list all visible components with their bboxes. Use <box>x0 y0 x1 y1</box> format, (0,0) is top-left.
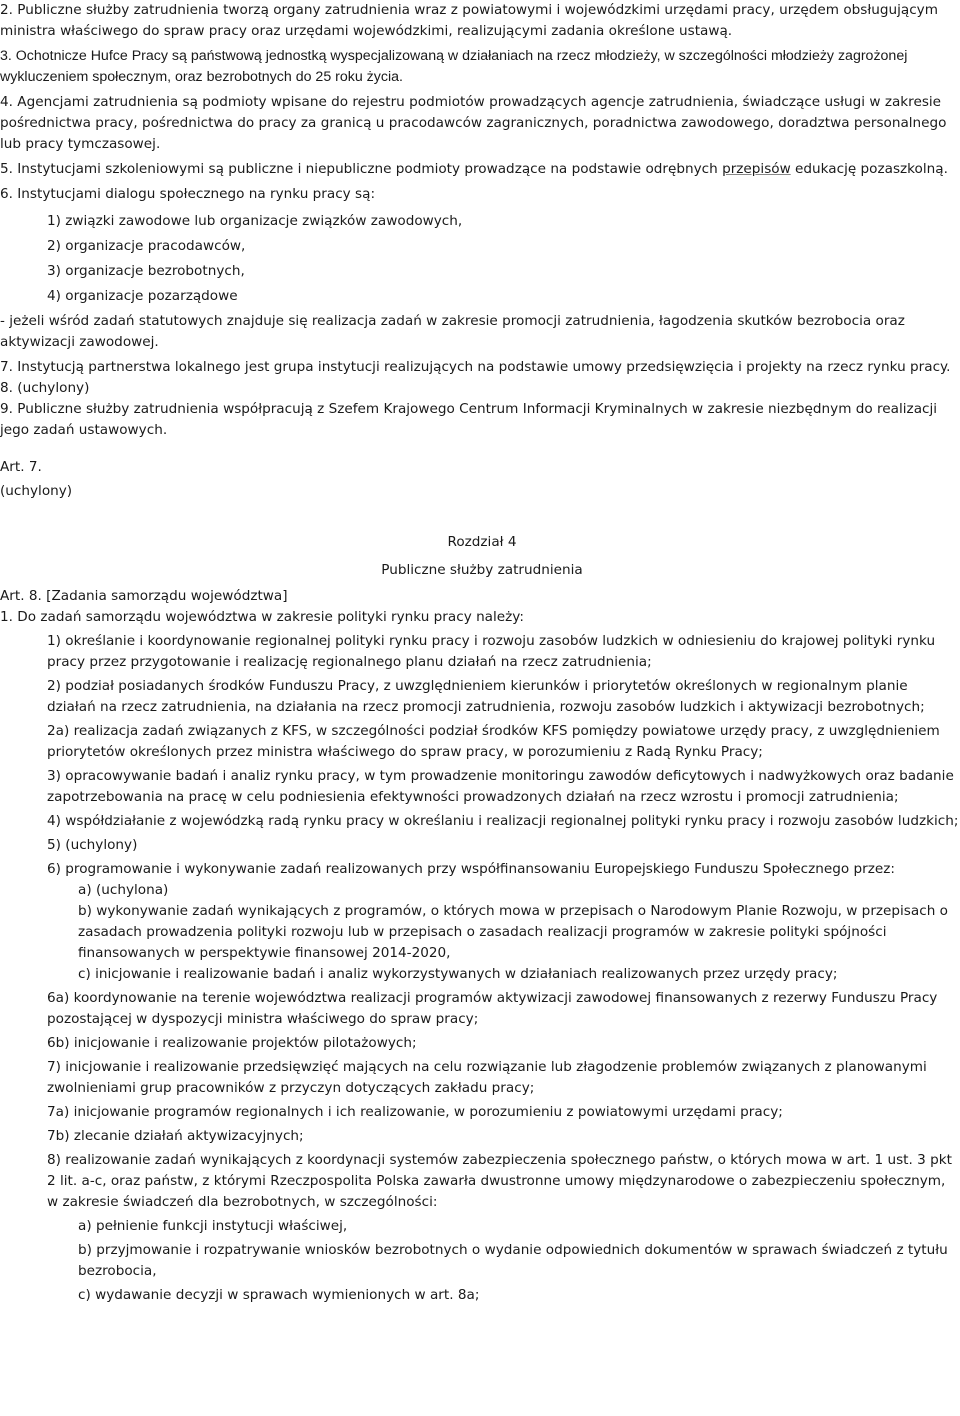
paragraph-4: 4. Agencjami zatrudnienia są podmioty wpisane do rejestru podmiotów prowadzących agencje zatrudnienia, świadczące usługi w zakresie pośrednictwa pracy, pośrednictwa do pracy za granicą u pracodawców zagranicznych, poradnictwa zawodowego, doradztwa personalnego lub pracy tymczasowej. <box>0 94 947 152</box>
list-item: 1) określanie i koordynowanie regionalnej polityki rynku pracy i rozwoju zasobów ludzkich w odniesieniu do krajowej polityki rynku pracy przez przygotowanie i realizację regionalnego planu działań na rzecz zatrudnienia; <box>47 633 936 670</box>
paragraph-5-text-a: 5. Instytucjami szkoleniowymi są publiczne i niepubliczne podmioty prowadzące na podstawie odrębnych <box>0 161 723 177</box>
list-item: 5) (uchylony) <box>47 837 138 853</box>
article-7-title: Art. 7. <box>0 459 42 475</box>
list-item: 2) organizacje pracodawców, <box>47 238 246 254</box>
paragraph-6-tail: - jeżeli wśród zadań statutowych znajduje się realizacja zadań w zakresie promocji zatrudnienia, łagodzenia skutków bezrobocia oraz aktywizacji zawodowej. <box>0 313 905 350</box>
list-item: 4) organizacje pozarządowe <box>47 288 238 304</box>
sublist-item: a) (uchylona) <box>78 882 169 898</box>
list-item: 6a) koordynowanie na terenie województwa realizacji programów aktywizacji zawodowej finansowanych z rezerwy Funduszu Pracy pozostającej w dyspozycji ministra właściwego do spraw pracy; <box>47 990 938 1027</box>
paragraph-2: 2. Publiczne służby zatrudnienia tworzą organy zatrudnienia wraz z powiatowymi i wojewódzkimi urzędami pracy, urzędem obsługującym ministra właściwego do spraw pracy oraz urzędami wojewódzkimi, realizującymi zadania określone ustawą. <box>0 2 938 39</box>
article-7-body: (uchylony) <box>0 483 73 499</box>
article-8-6-sublist <box>78 880 960 985</box>
paragraph-3: 3. Ochotnicze Hufce Pracy są państwową jednostką wyspecjalizowaną w działaniach na rzecz młodzieży, w szczególności młodzieży zagrożonej wykluczeniem społecznym, oraz bezrobotnych do 25 roku życia. <box>0 48 908 85</box>
list-item: 6b) inicjowanie i realizowanie projektów pilotażowych; <box>47 1035 417 1051</box>
regulations-link[interactable]: przepisów <box>722 161 791 177</box>
sublist-item: c) inicjowanie i realizowanie badań i analiz wykorzystywanych w działaniach realizowanych przez urzędy pracy; <box>78 966 838 982</box>
paragraph-7: 7. Instytucją partnerstwa lokalnego jest grupa instytucji realizujących na podstawie umowy przedsięwzięcia i projekty na rzecz rynku pracy. <box>0 359 951 375</box>
article-8-list <box>47 631 960 880</box>
chapter-number: Rozdział 4 <box>447 534 517 550</box>
list-item: 6) programowanie i wykonywanie zadań realizowanych przy współfinansowaniu Europejskiego Funduszu Społecznego przez: <box>47 861 895 877</box>
sublist-item: b) przyjmowanie i rozpatrywanie wniosków bezrobotnych o wydanie odpowiednich dokumentów w sprawach świadczeń z tytułu bezrobocia, <box>78 1242 948 1279</box>
paragraph-8: 8. (uchylony) <box>0 380 90 396</box>
sublist-item: b) wykonywanie zadań wynikających z programów, o których mowa w przepisach o Narodowym Planie Rozwoju, w przepisach o zasadach prowadzenia polityki rozwoju lub w przepisach o zasadach realizacji programów w zakresie polityki spójności finansowanych w perspektywie finansowej 2014-2020, <box>78 903 948 961</box>
list-item: 2a) realizacja zadań związanych z KFS, w szczególności podział środków KFS pomiędzy powiatowe urzędy pracy, z uwzględnieniem priorytetów określonych przez ministra właściwego do spraw pracy, w porozumieniu z Radą Rynku Pracy; <box>47 723 940 760</box>
article-8-intro: 1. Do zadań samorządu województwa w zakresie polityki rynku pracy należy: <box>0 609 524 625</box>
sublist-item: c) wydawanie decyzji w sprawach wymienionych w art. 8a; <box>78 1287 480 1303</box>
paragraph-6: 6. Instytucjami dialogu społecznego na rynku pracy są: <box>0 186 376 202</box>
list-item: 3) opracowywanie badań i analiz rynku pracy, w tym prowadzenie monitoringu zawodów deficytowych i nadwyżkowych oraz badanie zapotrzebowania na pracę w celu podniesienia efektywności prowadzonych działań na rzecz wzrostu i promocji zatrudnienia; <box>47 768 954 805</box>
list-item: 7a) inicjowanie programów regionalnych i ich realizowanie, w porozumieniu z powiatowymi urzędami pracy; <box>47 1104 783 1120</box>
list-item: 8) realizowanie zadań wynikających z koordynacji systemów zabezpieczenia społecznego państw, o których mowa w art. 1 ust. 3 pkt 2 lit. a-c, oraz państw, z którymi Rzeczpospolita Polska zawarła dwustronne umowy międzynarodowe o zabezpieczeniu społecznym, w zakresie świadczeń dla bezrobotnych, w szczególności: <box>47 1152 952 1210</box>
list-item: 2) podział posiadanych środków Funduszu Pracy, z uwzględnieniem kierunków i priorytetów określonych w regionalnym planie działań na rzecz zatrudnienia, na działania na rzecz promocji zatrudnienia, rozwoju zasobów ludzkich i aktywizacji bezrobotnych; <box>47 678 925 715</box>
article-8-list-continued <box>47 988 960 1213</box>
article-8-title: Art. 8. [Zadania samorządu województwa] <box>0 588 288 604</box>
list-item: 7b) zlecanie działań aktywizacyjnych; <box>47 1128 304 1144</box>
chapter-title: Publiczne służby zatrudnienia <box>381 562 583 578</box>
list-item: 3) organizacje bezrobotnych, <box>47 263 245 279</box>
sublist-item: a) pełnienie funkcji instytucji właściwej, <box>78 1218 348 1234</box>
paragraph-5-text-b: edukację pozaszkolną. <box>790 161 948 177</box>
list-item: 7) inicjowanie i realizowanie przedsięwzięć mających na celu rozwiązanie lub złagodzenie problemów związanych z planowanymi zwolnieniami grup pracowników z przyczyn dotyczących zakładu pracy; <box>47 1059 927 1096</box>
list-item: 1) związki zawodowe lub organizacje związków zawodowych, <box>47 213 463 229</box>
list-item: 4) współdziałanie z wojewódzką radą rynku pracy w określaniu i realizacji regionalnej polityki rynku pracy i rozwoju zasobów ludzkich; <box>47 813 959 829</box>
paragraph-5 <box>0 159 960 180</box>
paragraph-9: 9. Publiczne służby zatrudnienia współpracują z Szefem Krajowego Centrum Informacji Kryminalnych w zakresie niezbędnym do realizacji jego zadań ustawowych. <box>0 401 938 438</box>
dialog-institutions-list <box>47 211 960 307</box>
article-8-8-sublist <box>78 1216 960 1306</box>
